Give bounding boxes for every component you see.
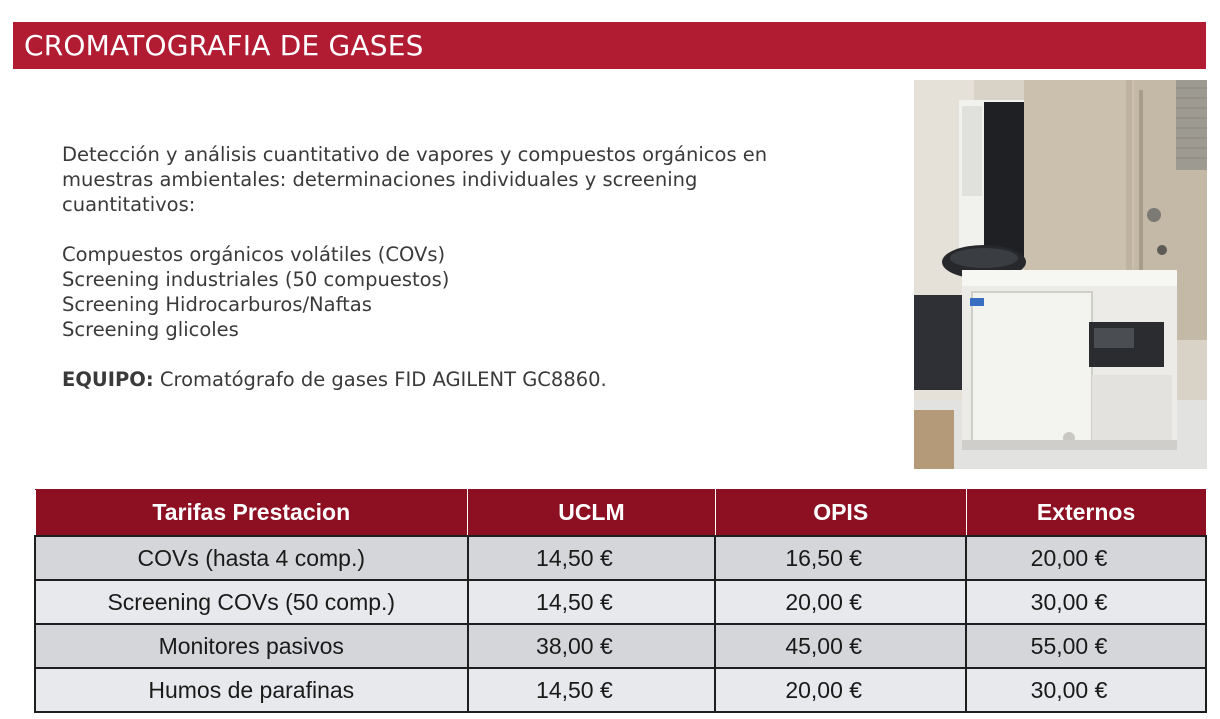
description-block bbox=[62, 142, 802, 392]
header-service: Tarifas Prestacion bbox=[35, 490, 468, 537]
opis-price-cell: 20,00 € bbox=[715, 668, 966, 712]
table-row bbox=[35, 580, 1206, 624]
page-title: CROMATOGRAFIA DE GASES bbox=[13, 22, 1206, 69]
service-item: Screening glicoles bbox=[62, 318, 239, 341]
gas-chromatograph-illustration bbox=[914, 80, 1207, 469]
opis-price-cell: 16,50 € bbox=[715, 536, 966, 580]
table-header-row bbox=[35, 490, 1206, 537]
uclm-price-cell: 38,00 € bbox=[468, 624, 716, 668]
service-item: Screening Hidrocarburos/Naftas bbox=[62, 293, 372, 316]
table-row bbox=[35, 668, 1206, 712]
description-intro: Detección y análisis cuantitativo de vapores y compuestos orgánicos en muestras ambientales: determinaciones individuales y screening cuantitativos: bbox=[62, 143, 768, 216]
header-externos: Externos bbox=[966, 490, 1206, 537]
opis-price-cell: 45,00 € bbox=[715, 624, 966, 668]
service-cell: Screening COVs (50 comp.) bbox=[35, 580, 468, 624]
uclm-price-cell: 14,50 € bbox=[468, 536, 716, 580]
service-cell: Monitores pasivos bbox=[35, 624, 468, 668]
service-cell: Humos de parafinas bbox=[35, 668, 468, 712]
header-opis: OPIS bbox=[715, 490, 966, 537]
equipment-label: EQUIPO: bbox=[62, 368, 154, 391]
externos-price-cell: 20,00 € bbox=[966, 536, 1206, 580]
equipment-value: Cromatógrafo de gases FID AGILENT GC8860. bbox=[159, 368, 607, 391]
service-item: Compuestos orgánicos volátiles (COVs) bbox=[62, 243, 446, 266]
table-row bbox=[35, 624, 1206, 668]
externos-price-cell: 55,00 € bbox=[966, 624, 1206, 668]
gas-chromatograph-photo bbox=[914, 80, 1207, 469]
table-row bbox=[35, 536, 1206, 580]
rates-table bbox=[34, 489, 1207, 713]
externos-price-cell: 30,00 € bbox=[966, 580, 1206, 624]
header-uclm: UCLM bbox=[468, 490, 716, 537]
equipment-line bbox=[62, 367, 802, 392]
externos-price-cell: 30,00 € bbox=[966, 668, 1206, 712]
opis-price-cell: 20,00 € bbox=[715, 580, 966, 624]
service-cell: COVs (hasta 4 comp.) bbox=[35, 536, 468, 580]
uclm-price-cell: 14,50 € bbox=[468, 668, 716, 712]
service-item: Screening industriales (50 compuestos) bbox=[62, 268, 450, 291]
uclm-price-cell: 14,50 € bbox=[468, 580, 716, 624]
